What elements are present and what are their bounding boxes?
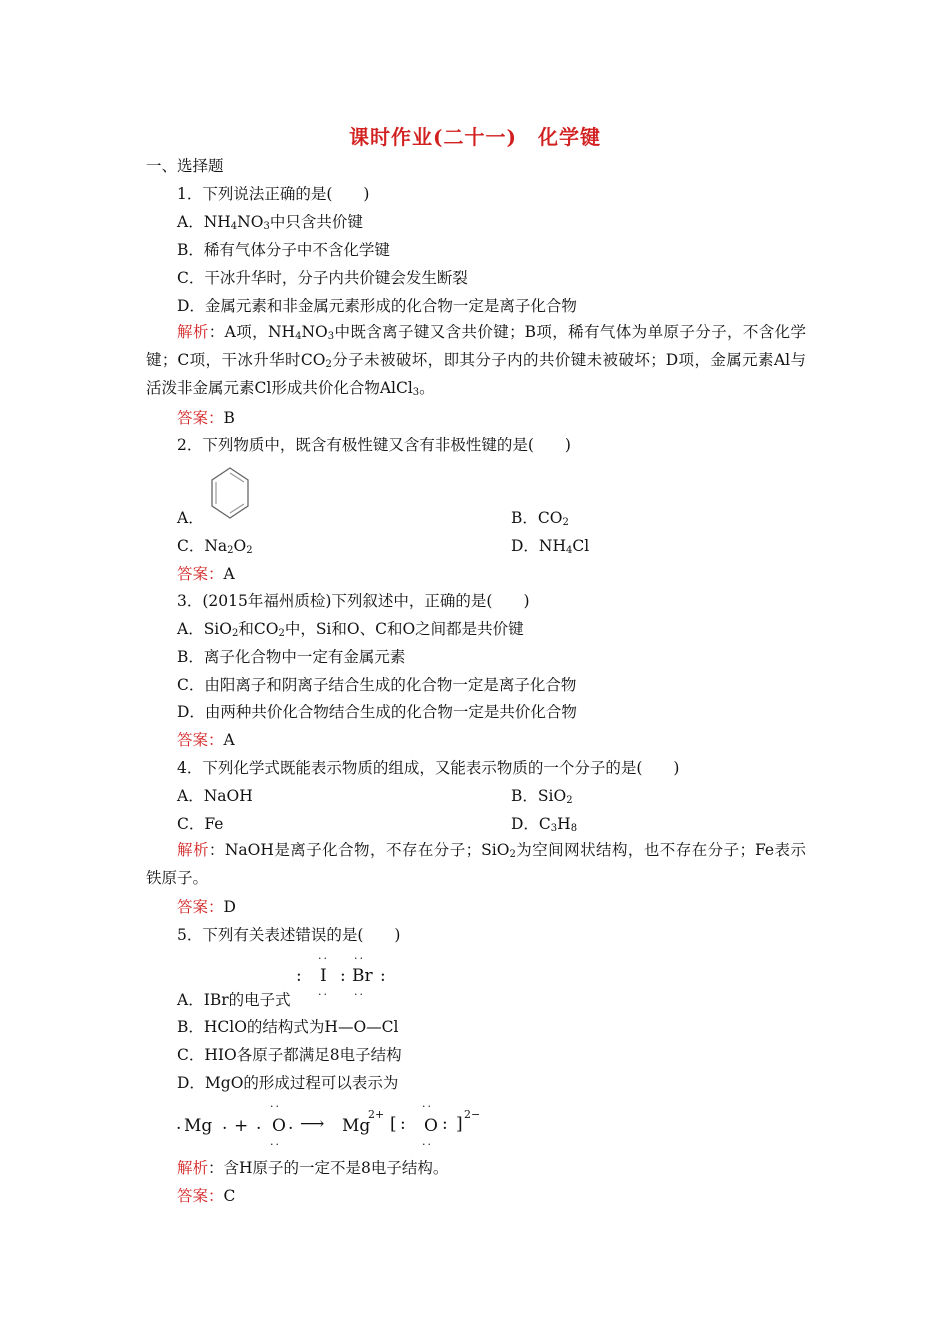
benzene-ring-image — [208, 466, 252, 522]
q4-answer: 答案：D — [177, 898, 236, 916]
mgo-formation-equation: . Mg . + . ·· O ·· . ⟶ Mg 2+ [ : ·· O ·· : ] 2− — [176, 1100, 481, 1151]
page-title: 课时作业(二十一) 化学键 — [349, 125, 601, 149]
q4-option-b: B．SiO$_2$ — [511, 787, 573, 806]
q5-analysis: 解析：含H原子的一定不是8电子结构。 — [177, 1159, 449, 1177]
q1-option-a: A．$NH_4NO_3$中只含共价键 — [177, 213, 363, 232]
q1-answer: 答案：B — [177, 409, 235, 427]
q3-answer: 答案：A — [177, 731, 235, 749]
q5-option-b: B．HClO的结构式为H—O—Cl — [177, 1018, 399, 1036]
ibr-electron-formula: ·· ·· : I : Br : ·· ·· — [296, 952, 386, 1001]
q3-stem: 3．(2015年福州质检)下列叙述中，正确的是( ) — [177, 592, 530, 610]
q3-option-d: D．由两种共价化合物结合生成的化合物一定是共价化合物 — [177, 703, 577, 721]
q4-analysis: 解析：NaOH是离子化合物，不存在分子；SiO$_2$为空间网状结构，也不存在分子；Fe表示铁原子。 — [146, 841, 806, 887]
q1-analysis: 解析：A项，$NH_4NO_3$中既含离子键又含共价键；B项，稀有气体为单原子分子，不含化学键；C项，干冰升华时$CO_2$分子未被破坏，即其分子内的共价键未被破坏；D项，金属元素Al与活泼非金属元素Cl形成共价化合物AlCl$_3$。 — [146, 323, 806, 398]
section-heading: 一、选择题 — [146, 157, 224, 175]
q2-option-a: A． — [177, 509, 204, 527]
q3-option-a: A．SiO$_2$和$CO_2$中，Si和O、C和O之间都是共价键 — [177, 620, 524, 639]
q4-option-a: A．NaOH — [177, 787, 253, 805]
q1-option-c: C．干冰升华时，分子内共价键会发生断裂 — [177, 269, 468, 287]
q4-option-c: C．Fe — [177, 815, 224, 833]
q1-option-b: B．稀有气体分子中不含化学键 — [177, 241, 390, 259]
q2-option-b: B．$CO_2$ — [511, 509, 569, 528]
q2-stem: 2．下列物质中，既含有极性键又含有非极性键的是( ) — [177, 436, 571, 454]
q5-answer: 答案：C — [177, 1187, 236, 1205]
q4-stem: 4．下列化学式既能表示物质的组成，又能表示物质的一个分子的是( ) — [177, 759, 680, 777]
q3-option-b: B．离子化合物中一定有金属元素 — [177, 648, 406, 666]
q4-option-d: D．$C_3H_8$ — [511, 815, 578, 834]
q2-option-c: C．$Na_2O_2$ — [177, 537, 253, 556]
q2-option-d: D．$NH_4Cl$ — [511, 537, 590, 556]
q5-option-d: D．MgO的形成过程可以表示为 — [177, 1074, 399, 1092]
q1-option-d: D．金属元素和非金属元素形成的化合物一定是离子化合物 — [177, 297, 577, 315]
q1-stem: 1．下列说法正确的是( ) — [177, 185, 370, 203]
q5-stem: 5．下列有关表述错误的是( ) — [177, 926, 401, 944]
q5-option-a: A．IBr的电子式 — [177, 991, 291, 1009]
q5-option-c: C．HIO各原子都满足8电子结构 — [177, 1046, 402, 1064]
q3-option-c: C．由阳离子和阴离子结合生成的化合物一定是离子化合物 — [177, 676, 577, 694]
q2-answer: 答案：A — [177, 565, 235, 583]
